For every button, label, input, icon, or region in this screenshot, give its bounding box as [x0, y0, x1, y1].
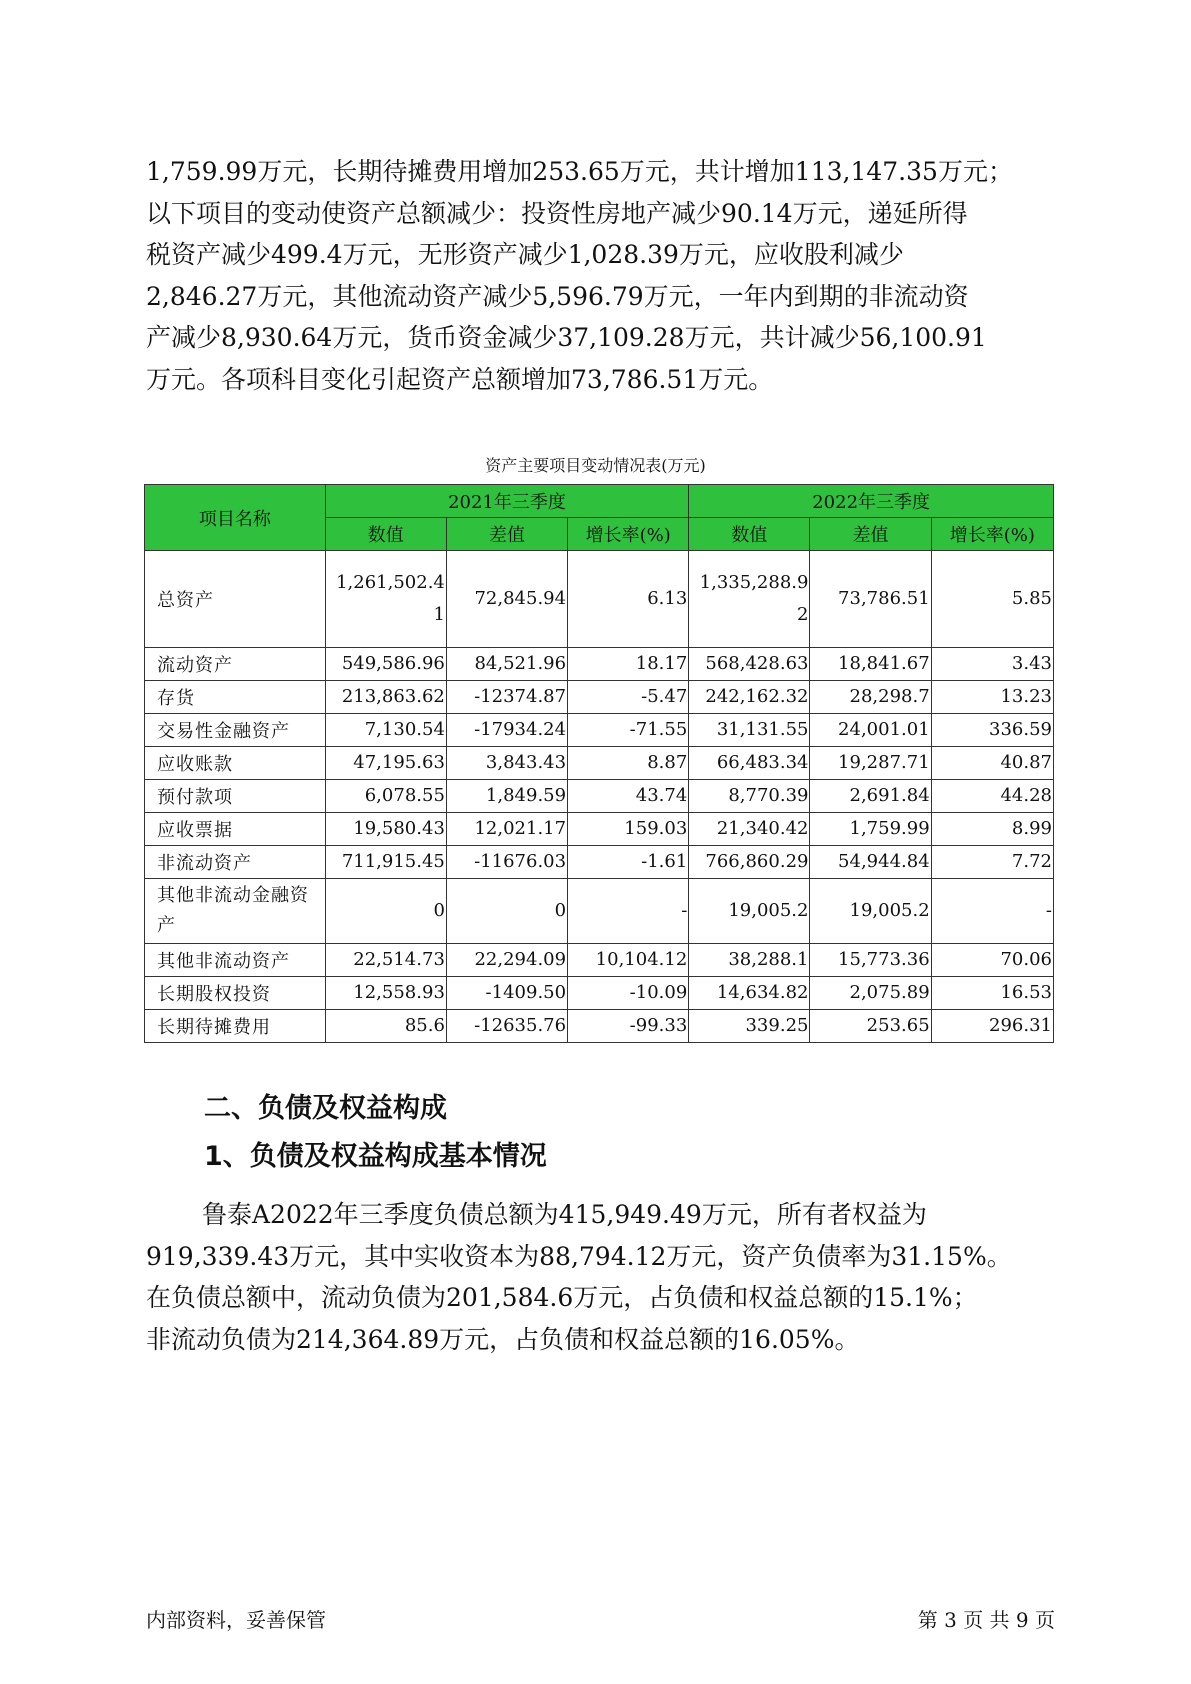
- row-label: 非流动资产: [145, 846, 326, 879]
- body-paragraph: [146, 1194, 1051, 1360]
- table-cell: 213,863.62: [325, 681, 446, 714]
- row-label: 流动资产: [145, 648, 326, 681]
- table-row: [145, 714, 1054, 747]
- table-cell: 19,580.43: [325, 813, 446, 846]
- paragraph-line: 以下项目的变动使资产总额减少：投资性房地产减少90.14万元，递延所得: [146, 198, 968, 228]
- table-cell: 28,298.7: [810, 681, 931, 714]
- table-cell: 296.31: [931, 1010, 1053, 1043]
- table-cell: 22,294.09: [446, 944, 567, 977]
- paragraph-line: 1,759.99万元，长期待摊费用增加253.65万元，共计增加113,147.35万元；: [146, 157, 1013, 186]
- table-cell: 19,005.2: [810, 879, 931, 944]
- table-cell: 22,514.73: [325, 944, 446, 977]
- table-row: [145, 648, 1054, 681]
- table-cell: 40.87: [931, 747, 1053, 780]
- table-row: [145, 846, 1054, 879]
- table-cell: -11676.03: [446, 846, 567, 879]
- table-cell: 12,558.93: [325, 977, 446, 1010]
- paragraph-line: 鲁泰A2022年三季度负债总额为415,949.49万元，所有者权益为: [202, 1200, 927, 1229]
- table-cell: -5.47: [568, 681, 689, 714]
- table-cell: 15,773.36: [810, 944, 931, 977]
- table-cell: -12374.87: [446, 681, 567, 714]
- table-cell: 766,860.29: [689, 846, 810, 879]
- table-cell: 5.85: [931, 551, 1053, 648]
- table-caption: 资产主要项目变动情况表(万元): [485, 456, 706, 475]
- table-row: [145, 813, 1054, 846]
- table-cell: 19,287.71: [810, 747, 931, 780]
- row-label: 总资产: [145, 551, 326, 648]
- table-cell: 31,131.55: [689, 714, 810, 747]
- header-growth: 增长率(%): [931, 518, 1053, 551]
- table-row: [145, 879, 1054, 944]
- table-row: [145, 681, 1054, 714]
- table-cell: 549,586.96: [325, 648, 446, 681]
- table-cell: 24,001.01: [810, 714, 931, 747]
- paragraph-line: 万元。各项科目变化引起资产总额增加73,786.51万元。: [146, 364, 774, 394]
- table-cell: 253.65: [810, 1010, 931, 1043]
- section-heading: 二、负债及权益构成: [204, 1093, 447, 1124]
- table-cell: 0: [325, 879, 446, 944]
- table-row: [145, 1010, 1054, 1043]
- table-cell: 43.74: [568, 780, 689, 813]
- table-cell: 2,075.89: [810, 977, 931, 1010]
- table-cell: 6.13: [568, 551, 689, 648]
- table-cell: -1409.50: [446, 977, 567, 1010]
- header-diff: 差值: [446, 518, 567, 551]
- footer-confidential: 内部资料，妥善保管: [146, 1608, 326, 1632]
- table-cell: -12635.76: [446, 1010, 567, 1043]
- table-row: [145, 944, 1054, 977]
- row-label: 其他非流动金融资产: [145, 879, 326, 944]
- table-cell: 70.06: [931, 944, 1053, 977]
- table-cell: 8,770.39: [689, 780, 810, 813]
- table-cell: -: [568, 879, 689, 944]
- sub-heading: 1、负债及权益构成基本情况: [204, 1141, 547, 1172]
- row-label: 应收票据: [145, 813, 326, 846]
- table-cell: -10.09: [568, 977, 689, 1010]
- table-cell: 18.17: [568, 648, 689, 681]
- table-body: [145, 551, 1054, 1043]
- table-cell: 1,849.59: [446, 780, 567, 813]
- table-cell: 0: [446, 879, 567, 944]
- table-cell: 19,005.2: [689, 879, 810, 944]
- table-cell: 38,288.1: [689, 944, 810, 977]
- table-cell: 54,944.84: [810, 846, 931, 879]
- row-label: 交易性金融资产: [145, 714, 326, 747]
- footer-page-number: 第 3 页 共 9 页: [917, 1608, 1055, 1632]
- intro-paragraph: [146, 151, 1051, 400]
- table-cell: 1,335,288.92: [689, 551, 810, 648]
- table-cell: -99.33: [568, 1010, 689, 1043]
- table-row: [145, 977, 1054, 1010]
- table-cell: 339.25: [689, 1010, 810, 1043]
- row-label: 预付款项: [145, 780, 326, 813]
- asset-change-table: [144, 484, 1054, 1043]
- row-label: 长期待摊费用: [145, 1010, 326, 1043]
- table-cell: 568,428.63: [689, 648, 810, 681]
- paragraph-line: 产减少8,930.64万元，货币资金减少37,109.28万元，共计减少56,100.91: [146, 323, 987, 352]
- table-cell: -1.61: [568, 846, 689, 879]
- table-cell: 47,195.63: [325, 747, 446, 780]
- table-cell: 1,261,502.41: [325, 551, 446, 648]
- table-cell: 242,162.32: [689, 681, 810, 714]
- table-cell: 10,104.12: [568, 944, 689, 977]
- table-cell: 8.99: [931, 813, 1053, 846]
- table-cell: 3.43: [931, 648, 1053, 681]
- paragraph-line: 税资产减少499.4万元，无形资产减少1,028.39万元，应收股利减少: [146, 240, 904, 269]
- table-cell: 711,915.45: [325, 846, 446, 879]
- table-cell: 66,483.34: [689, 747, 810, 780]
- table-cell: -: [931, 879, 1053, 944]
- table-cell: 12,021.17: [446, 813, 567, 846]
- table-cell: -17934.24: [446, 714, 567, 747]
- table-cell: 8.87: [568, 747, 689, 780]
- paragraph-line: 919,339.43万元，其中实收资本为88,794.12万元，资产负债率为31.15%。: [146, 1241, 1012, 1271]
- table-cell: 7.72: [931, 846, 1053, 879]
- paragraph-line: 非流动负债为214,364.89万元，占负债和权益总额的16.05%。: [146, 1324, 860, 1354]
- header-value: 数值: [325, 518, 446, 551]
- table-cell: 44.28: [931, 780, 1053, 813]
- table-row: [145, 551, 1054, 648]
- table-cell: -71.55: [568, 714, 689, 747]
- paragraph-line: 2,846.27万元，其他流动资产减少5,596.79万元，一年内到期的非流动资: [146, 281, 969, 311]
- table-row: [145, 780, 1054, 813]
- header-growth: 增长率(%): [568, 518, 689, 551]
- table-cell: 84,521.96: [446, 648, 567, 681]
- table-cell: 21,340.42: [689, 813, 810, 846]
- table-cell: 6,078.55: [325, 780, 446, 813]
- table-cell: 336.59: [931, 714, 1053, 747]
- row-label: 应收账款: [145, 747, 326, 780]
- table-cell: 2,691.84: [810, 780, 931, 813]
- table-cell: 7,130.54: [325, 714, 446, 747]
- table-cell: 3,843.43: [446, 747, 567, 780]
- table-row: [145, 747, 1054, 780]
- table-cell: 159.03: [568, 813, 689, 846]
- header-period-2021: 2021年三季度: [325, 485, 689, 518]
- table-cell: 14,634.82: [689, 977, 810, 1010]
- table-cell: 18,841.67: [810, 648, 931, 681]
- row-label: 存货: [145, 681, 326, 714]
- paragraph-line: 在负债总额中，流动负债为201,584.6万元，占负债和权益总额的15.1%；: [146, 1283, 978, 1312]
- table-cell: 16.53: [931, 977, 1053, 1010]
- table-cell: 13.23: [931, 681, 1053, 714]
- table-cell: 1,759.99: [810, 813, 931, 846]
- header-item-name: 项目名称: [145, 485, 326, 551]
- header-period-2022: 2022年三季度: [689, 485, 1054, 518]
- table-cell: 85.6: [325, 1010, 446, 1043]
- table-cell: 73,786.51: [810, 551, 931, 648]
- row-label: 长期股权投资: [145, 977, 326, 1010]
- row-label: 其他非流动资产: [145, 944, 326, 977]
- table-cell: 72,845.94: [446, 551, 567, 648]
- header-diff: 差值: [810, 518, 931, 551]
- header-value: 数值: [689, 518, 810, 551]
